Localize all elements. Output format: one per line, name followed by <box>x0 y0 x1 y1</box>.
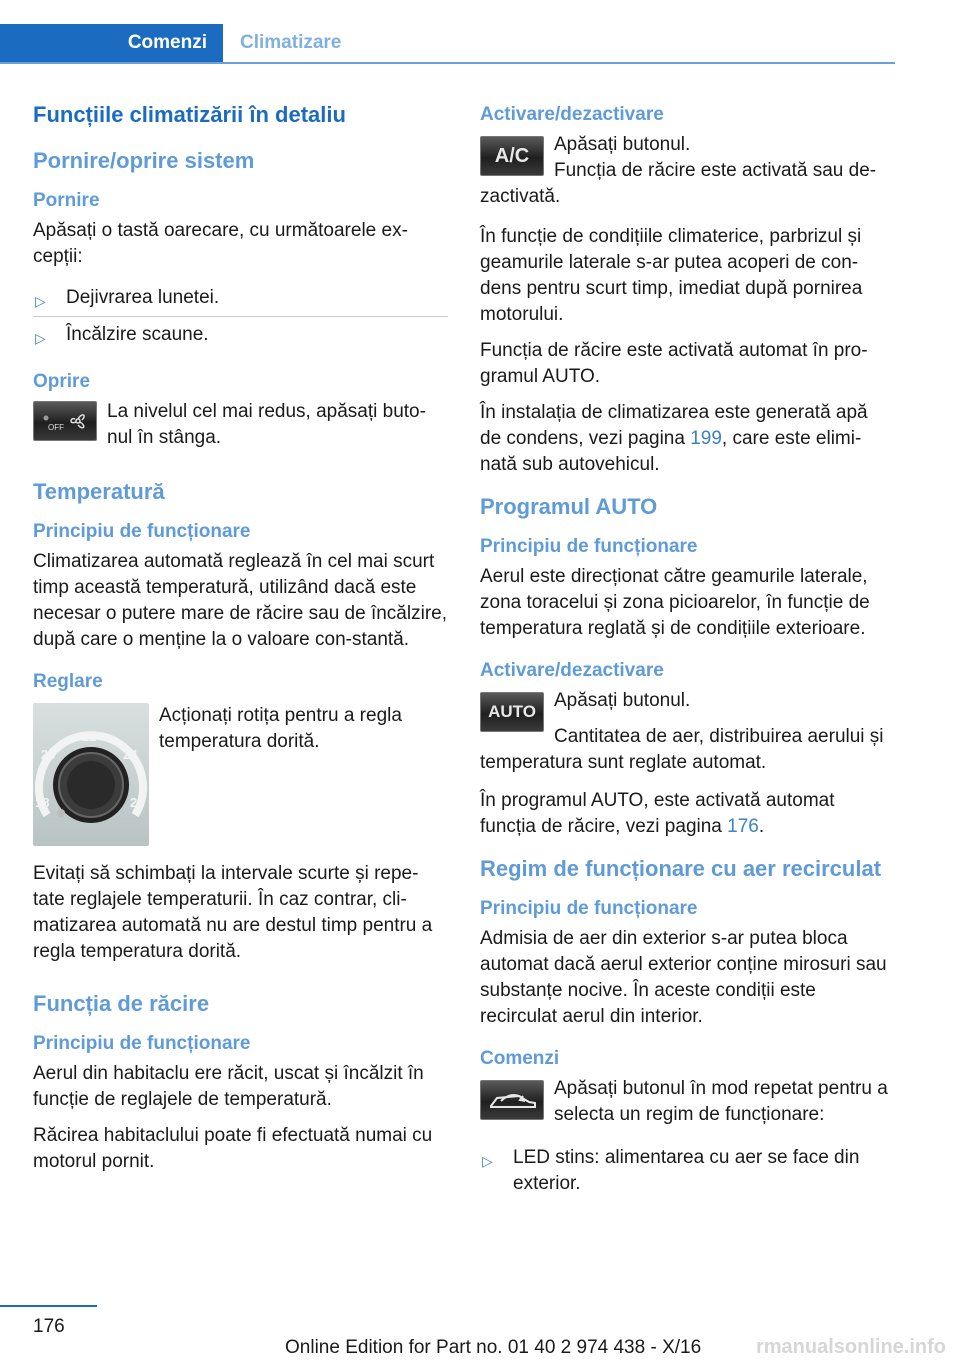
ac-button-image <box>480 136 544 176</box>
temperature-knob-icon <box>33 703 149 846</box>
paragraph-racire-1: Aerul din habitaclu ere răcit, uscat și încălzit în funcție de reglajele de temperatură. <box>33 1063 424 1110</box>
list-item: ▷ Încălzire scaune. <box>33 317 448 353</box>
recirc-text: Apăsați butonul în mod repetat pentru a selecta un regim de funcționare: <box>554 1078 888 1125</box>
heading-comenzi: Comenzi <box>480 1048 560 1069</box>
bullet-triangle-icon: ▷ <box>482 1153 493 1169</box>
recirc-list <box>480 1140 892 1202</box>
auto-line2: Cantitatea de aer, distribuirea aerului și temperatura sunt reglate automat. <box>480 726 884 773</box>
tab-comenzi[interactable]: Comenzi <box>0 24 223 62</box>
heading-system: Pornire/oprire sistem <box>33 148 255 173</box>
page-link-176[interactable]: 176 <box>727 816 759 837</box>
list-item: ▷ Dejivrarea lunetei. <box>33 280 448 317</box>
heading-racire: Funcția de răcire <box>33 991 210 1016</box>
paragraph-admisia: Admisia de aer din exterior s-ar putea bloca automat dacă aerul exterior conține mirosuri sau substanțe nocive. În aceste condiții este recirculat aerul din interior. <box>480 928 887 1027</box>
svg-text:22: 22 <box>82 729 97 744</box>
header-tabs <box>0 24 895 64</box>
ac-line2: Funcția de răcire este activată sau de-zactivată. <box>480 160 877 207</box>
heading-temperatura: Temperatură <box>33 479 165 504</box>
oprire-text: La nivelul cel mai redus, apăsați buto-nul în stânga. <box>107 401 426 448</box>
page-link-199[interactable]: 199 <box>690 428 722 449</box>
paragraph-evitati: Evitați să schimbați la intervale scurte și repe-tate reglajele temperaturii. În caz contrar, cli-matizarea automată nu are destul timp pentru a regla temperatura dorită. <box>33 863 433 962</box>
heading-auto: Programul AUTO <box>480 494 658 519</box>
svg-text:OFF: OFF <box>48 423 64 432</box>
paragraph-racire-2: Răcirea habitaclului poate fi efectuată numai cu motorul pornit. <box>33 1125 433 1172</box>
heading-principiu-recirc: Principiu de funcționare <box>480 898 698 919</box>
ac-button-label: A/C <box>494 145 530 167</box>
list-item: ▷ LED stins: alimentarea cu aer se face din exterior. <box>482 1147 860 1194</box>
fan-off-button-image <box>33 401 97 441</box>
footer-edition: Online Edition for Part no. 01 40 2 974 438 - X/16 <box>285 1337 702 1358</box>
heading-recirculat: Regim de funcționare cu aer recirculat <box>480 856 882 881</box>
heading-oprire: Oprire <box>33 371 91 392</box>
paragraph-condens: În funcție de condițiile climaterice, parbrizul și geamurile laterale s-ar putea acoperi de con-dens pentru scurt timp, imediat după pornirea motorului. <box>480 226 863 325</box>
tab-climatizare[interactable]: Climatizare <box>240 32 342 53</box>
bullet-triangle-icon: ▷ <box>35 330 46 346</box>
right-column <box>480 100 892 1216</box>
heading-pornire: Pornire <box>33 190 100 211</box>
heading-principiu-racire: Principiu de funcționare <box>33 1033 251 1054</box>
svg-text:24: 24 <box>123 747 138 762</box>
heading-activare: Activare/dezactivare <box>480 104 664 125</box>
footer-rule <box>0 1305 97 1307</box>
section-title: Funcțiile climatizării în detaliu <box>33 102 346 127</box>
auto-button-label: AUTO <box>488 702 536 721</box>
svg-text:18: 18 <box>35 795 50 810</box>
heading-reglare: Reglare <box>33 671 103 692</box>
exceptions-list <box>33 280 448 353</box>
paragraph-pornire: Apăsați o tastă oarecare, cu următoarele ex-cepții: <box>33 220 408 267</box>
paragraph-instalatia: În instalația de climatizarea este generată apă de condens, vezi pagina 199, care este elimi-nată sub autovehicul. <box>480 402 868 475</box>
paragraph-aer: Aerul este direcționat către geamurile laterale, zona toracelui și zona picioarelor, în funcție de temperatura reglată și de condițiile exterioare. <box>480 566 870 639</box>
watermark: rmanualsonline.info <box>755 1336 946 1358</box>
heading-activare-auto: Activare/dezactivare <box>480 660 664 681</box>
auto-block <box>480 688 892 721</box>
svg-text:20: 20 <box>41 747 56 762</box>
ac-block <box>480 132 892 167</box>
reglare-block <box>33 699 448 849</box>
recirculation-button-image <box>480 1080 544 1120</box>
reglare-text: Acționați rotița pentru a regla temperatura dorită. <box>159 705 402 752</box>
paragraph-temperatura: Climatizarea automată reglează în cel mai scurt timp această temperatură, utilizând dacă este necesar o putere mare de răcire sau de încălzire, după care o menține la o valoare con-stantă. <box>33 551 447 650</box>
fan-icon <box>34 402 96 440</box>
page-number: 176 <box>33 1316 65 1337</box>
paragraph-auto-prog: Funcția de răcire este activată automat în pro-gramul AUTO. <box>480 340 868 387</box>
bullet-triangle-icon: ▷ <box>35 293 46 309</box>
recirculation-car-icon <box>481 1081 543 1119</box>
left-column <box>33 100 448 1185</box>
oprire-block <box>33 399 448 451</box>
paragraph-prog-auto: În programul AUTO, este activată automat funcția de răcire, vezi pagina 176. <box>480 790 835 837</box>
heading-principiu-auto: Principiu de funcționare <box>480 536 698 557</box>
temperature-dial-image <box>33 703 149 846</box>
heading-principiu: Principiu de funcționare <box>33 521 251 542</box>
ac-line1: Apăsați butonul. <box>554 134 691 155</box>
svg-text:26: 26 <box>130 795 145 810</box>
auto-line1: Apăsați butonul. <box>554 690 691 711</box>
auto-button-image <box>480 692 544 732</box>
recirc-block <box>480 1076 892 1128</box>
